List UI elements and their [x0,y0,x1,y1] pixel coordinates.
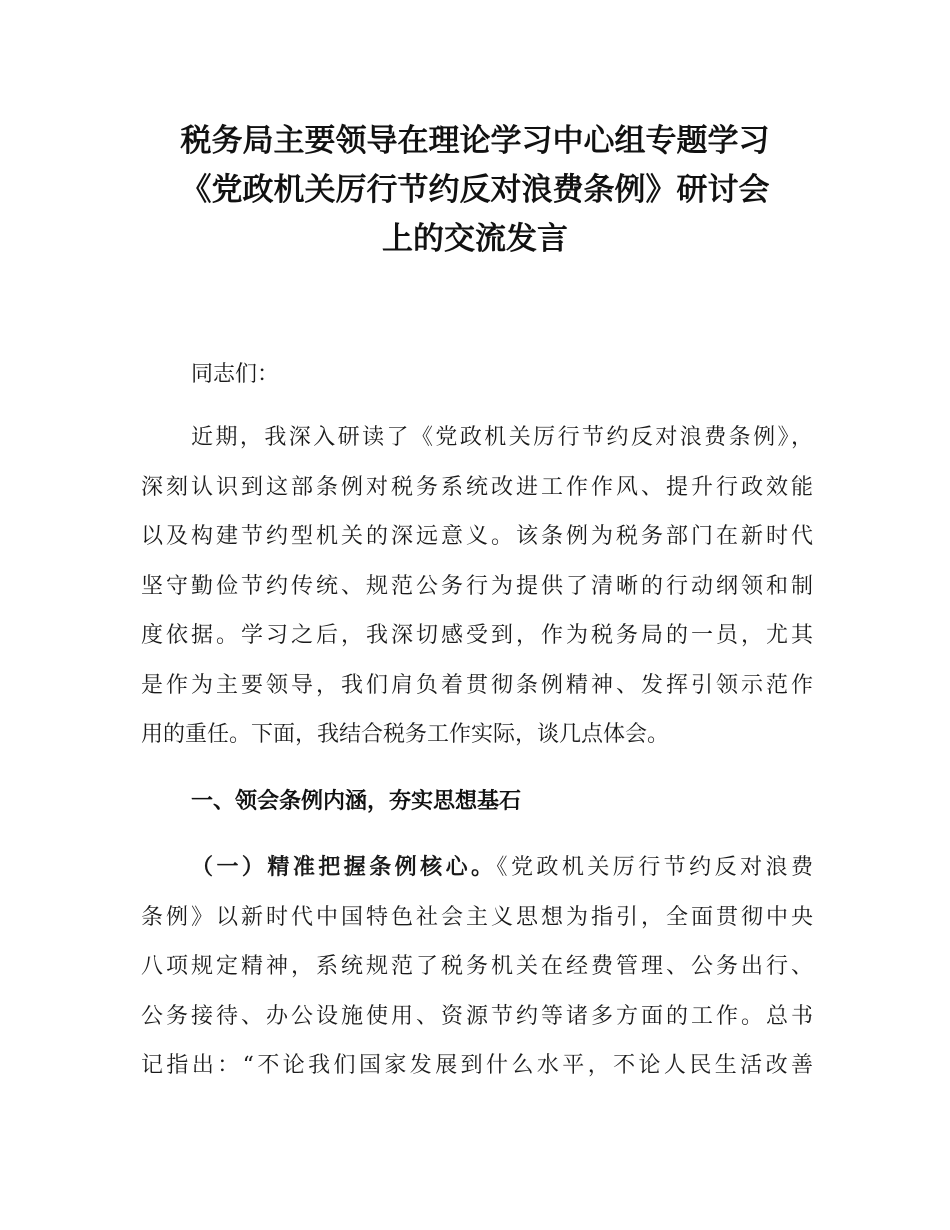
paragraph-1-line: 近期，我深入研读了《党政机关厉行节约反对浪费条例》， [191,425,813,450]
paragraph-2-line: 公务接待、办公设施使用、资源节约等诸多方面的工作。总书 [141,1003,813,1029]
paragraph-2 [141,843,813,1091]
paragraph-1-line: 用的重任。下面，我结合税务工作实际，谈几点体会。 [141,722,670,747]
paragraph-1-line: 是作为主要领导，我们肩负着贯彻条例精神、发挥引领示范作 [141,672,813,698]
document-title-line-1: 税务局主要领导在理论学习中心组专题学习 [180,123,770,159]
section-heading: 一、领会条例内涵，夯实思想基石 [191,789,522,814]
paragraph-2-line: 八项规定精神，系统规范了税务机关在经费管理、公务出行、 [141,954,813,979]
paragraph-2-line: 记指出：“不论我们国家发展到什么水平，不论人民生活改善 [141,1053,813,1078]
greeting [141,350,813,400]
paragraph-2-lead: （一）精准把握条例核心。 [191,855,497,880]
paragraph-1-line: 以及构建节约型机关的深远意义。该条例为税务部门在新时代 [141,524,813,549]
document-title-line-3: 上的交流发言 [382,221,568,257]
paragraph-1-line: 度依据。学习之后，我深切感受到，作为税务局的一员，尤其 [141,623,813,648]
document-title-line-2: 《党政机关厉行节约反对浪费条例》研讨会 [180,172,770,208]
paragraph-1-line: 深刻认识到这部条例对税务系统改进工作作风、提升行政效能 [141,474,813,500]
paragraph-2-line1-rest: 《党政机关厉行节约反对浪费 [496,855,813,880]
paragraph-1 [141,413,813,760]
paragraph-1-line: 坚守勤俭节约传统、规范公务行为提供了清晰的行动纲领和制 [141,573,813,599]
paragraph-2-line: 条例》以新时代中国特色社会主义思想为指引，全面贯彻中央 [141,904,813,930]
greeting-text: 同志们： [191,362,280,387]
paragraph-2-first-line [141,843,813,893]
